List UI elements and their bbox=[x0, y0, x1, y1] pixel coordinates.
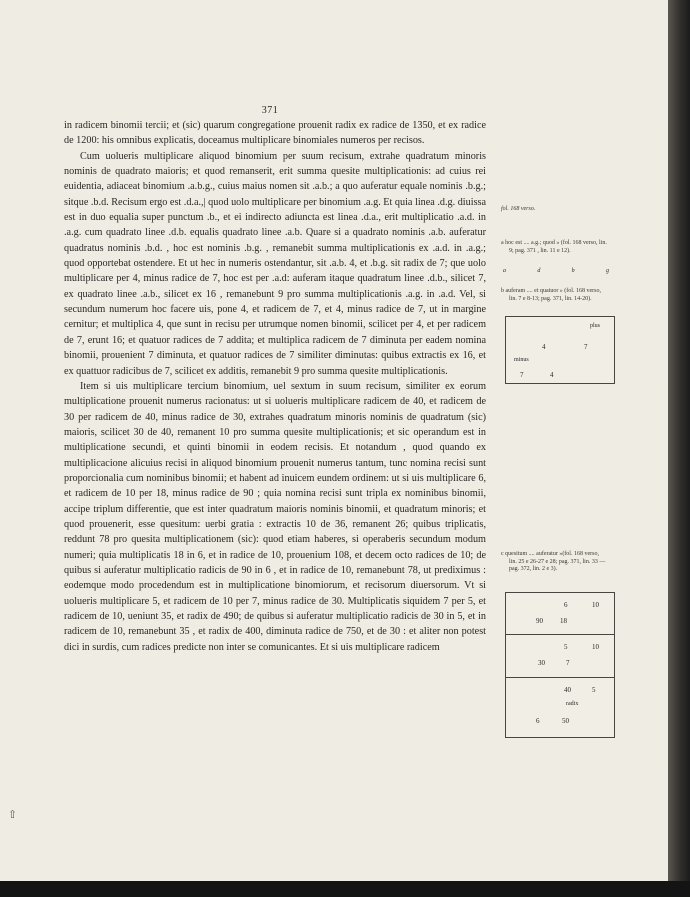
box2-divider-2 bbox=[506, 677, 614, 678]
multiplication-box-2 bbox=[505, 592, 615, 738]
box2-r3e: 50 bbox=[562, 717, 569, 725]
box2-r1b: 10 bbox=[592, 601, 599, 609]
box1-minus: minus bbox=[514, 357, 529, 363]
box2-r2c: 30 bbox=[538, 659, 545, 667]
box2-r3d: 6 bbox=[536, 717, 540, 725]
box1-v3: 7 bbox=[520, 371, 524, 379]
box1-v2: 7 bbox=[584, 343, 588, 351]
letter-b: b bbox=[571, 268, 575, 274]
book-binding-shadow bbox=[668, 0, 690, 881]
letter-a: a bbox=[503, 268, 506, 274]
box2-r1a: 6 bbox=[564, 601, 568, 609]
paragraph-2: Cum uolueris multiplicare aliquod binomium per suum recisum, extrahe quadratum minoris nominis de quadrato maioris; et quod remanserit, erit summa quesite multiplicationis: ad cuius rei euidentia, adiaceat binomium .a.b.g., cuius maius nomen sit .a.b.; a quo auferatur equale nominis .b.g.; sitque .b.d. Recisum ergo est .d.a.,| quod uolo multiplicare per binomium .a.g. Et quia linea .d.g. diuissa est in duo equalia super punctum .b., et ei indirecto adiuncta est linea .d.a., erit multiplicatio .a.d. in .a.g. cum quadrato linee .d.b. equalis quadrato linee .a.b. Quare si a quadrato nominis .a.b. auferatur quadratus nominis .b.d. , hoc est nominis .b.g. , remanebit summa multiplicationis ex .a.d. in .a.g.; quod opportebat ostendere. Et ut hec in numeris ostendantur, sit .a.b. 4, et .b.g. sit radix de 7; que uolo multiplicare per 4, minus radice de 7, hoc est per .a.d: auferam itaque quadratum linee .d.b., silicet 7, ex quadrato linee .a.b., silicet ex 16 , remanebunt 9 pro summa multiplicationis .a.g. in .a.d. Vel, si secundum numerum hoc facere uis, pone 4, et radicem de 7, et 4, minus radice de 7, ut in margine cernitur; et multiplica 4, que sunt in recisu per utrumque nomen binomii, scilicet per 4, et per radicem de 7, erunt 16; et quatuor radices de 7 addita; et multiplica radicem de 7 diminuta per eadem nomina binomii, prouenient 7 diminuta, et quatuor radices de 7 similiter diminutas: quibus extractis ex 16, et ex quattuor radicibus de 7, scilicet ex additis, remanebit 9 pro summa quesite multiplicationis. bbox=[64, 150, 487, 377]
note-c-text: c quesitum .... auferatur »(fol. 168 verso, lin. 25 e 26-27 e 28; pag. 371, lin. 33 — pag. 372, lin. 2 e 3). bbox=[501, 551, 606, 573]
margin-note-b bbox=[501, 288, 607, 303]
margin-fol-note bbox=[501, 206, 607, 214]
paragraph-3: Item si uis multiplicare tercium binomium, uel sextum in suum recisum, similiter ex eorum multiplicatione prouenit numerus racionatus: ut si uolueris multiplicare radicem de 40, et radicem de 30 per radicem de 40, minus radice de 30, extrahes quadratum minoris nominis de quadratum (sic) maioris, scilicet 30 de 40, remanent 10 pro summa quesite multiplicationis; et sic operandum est in multiplicatione secundi, et quinti binomii in eodem recisis. Et notandum , quod quando ex multiplicacione alicuius recisi in aliquod binomium prouenit numerus tantum, tunc nomina recisi sunt proporcionalia cum nominibus binomii; et habent ad inuicem eundem ordinem: ut si uis multiplicare 6, et radicem de 10 per 18, minus radice de 90 ; quia nomina recisi sunt tripla ex nominibus binomii, accipe triplum differentie, que est inter quadratum maioris nominis binomii, et quadratum minoris; et quod prouenerit, esse quesitum: uerbi gratia : extractis 10 de 36, remanent 26; quibus triplicatis, reddunt 78 pro quesita multiplicationem (sic): quod etiam haberes, si operaberis secundum modum numeri; quia multiplicatis 18 in 6, et in radice de 10, prouenium 108, et decem octo radices de 10; de quibus si auferatur multiplicatio radicis de 90 in 6 , et in radice de 10, remanebunt 78, ut prediximus : eodemque modo procedendum est in multiplicatione binomiorum, et recisorum diuersorum. Vt si uolueris multiplicare 5, et radicem de 10 per 7, minus radice de 30. Multiplicatis siquidem 7 per 5, et radicem de 10, ueniunt 35, et radix de 490; de quibus si auferatur multiplicatio radicis de 30 in 5, et in radicem de 10, remanebunt 35 , et radix de 400, diminuta radice de 750, et de 30 : et aliter non potest dici in surdis, cum radices predicte non inter se comunicantes. Et si uis multiplicare radicem bbox=[64, 380, 486, 653]
multiplication-box bbox=[505, 316, 615, 384]
box1-v1: 4 bbox=[542, 343, 546, 351]
box2-r1c: 90 bbox=[536, 617, 543, 625]
margin-note-a bbox=[501, 240, 607, 255]
paragraph-1: in radicem binomii tercii; et (sic) quarum congregatione prouenit radix ex radice de 1350, et ex radice de 1200: his omnibus explicatis, doceamus multiplicare binomiales numeros per recisos. bbox=[64, 120, 486, 147]
scan-bottom-band bbox=[0, 881, 690, 897]
box1-plus: plus bbox=[590, 323, 601, 329]
box1-v4: 4 bbox=[550, 371, 554, 379]
box2-r3b: 5 bbox=[592, 686, 596, 694]
box2-r1d: 18 bbox=[560, 617, 567, 625]
letter-d: d bbox=[537, 268, 541, 274]
box2-r2b: 10 bbox=[592, 643, 599, 651]
margin-note-c bbox=[501, 551, 607, 574]
box2-r3c: radix bbox=[566, 701, 579, 707]
note-b-text: b auferam .... et quatuor » (fol. 168 verso, lin. 7 e 8-13; pag. 371, lin. 14-20). bbox=[501, 288, 601, 302]
page-number: 371 bbox=[261, 105, 279, 116]
diagram-letters bbox=[501, 268, 611, 274]
box2-r2a: 5 bbox=[564, 643, 568, 651]
fol-note-text: fol. 168 verso. bbox=[501, 206, 536, 212]
arrow-marker-icon: ⇧ bbox=[8, 809, 18, 821]
box2-divider-1 bbox=[506, 634, 614, 635]
box2-r2d: 7 bbox=[566, 659, 570, 667]
box2-r3a: 40 bbox=[564, 686, 571, 694]
note-a-text: a hoc est .... a.g.; quod » (fol. 168 verso, lin. 9; pag. 371 , lin. 11 e 12). bbox=[501, 240, 607, 254]
letter-g: g bbox=[605, 268, 609, 274]
main-text bbox=[64, 118, 486, 655]
